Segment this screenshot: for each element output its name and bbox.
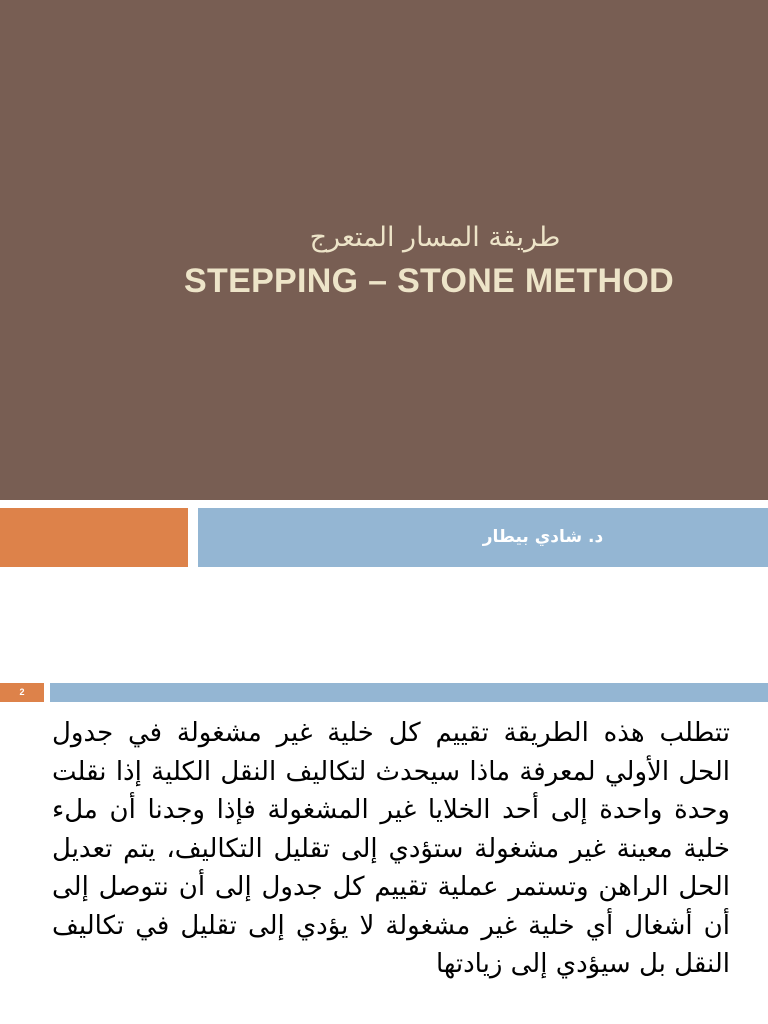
accent-bar-orange xyxy=(0,508,188,567)
title-slide xyxy=(0,0,768,500)
subtitle-bar xyxy=(198,508,768,567)
author-name: د. شادي بيطار xyxy=(482,527,604,547)
slide-title-arabic: طريقة المسار المتعرج xyxy=(309,222,561,253)
slide-body-text: تتطلب هذه الطريقة تقييم كل خلية غير مشغولة في جدول الحل الأولي لمعرفة ماذا سيحدث لتكاليف النقل الكلية إذا نقلت وحدة واحدة إلى أحد الخلايا غير المشغولة فإذا وجدنا أن ملء خلية معينة غير مشغولة ستؤدي إلى تقليل التكاليف، يتم تعديل الحل الراهن وتستمر عملية تقييم كل جدول إلى أن نتوصل إلى أن أشغال أي خلية غير مشغولة لا يؤدي إلى تقليل في تكاليف النقل بل سيؤدي إلى زيادتها xyxy=(52,718,730,979)
slide-header-bar xyxy=(50,683,768,702)
slide-number: 2 xyxy=(0,683,44,702)
slide-title-english: STEPPING – STONE METHOD xyxy=(184,262,674,300)
